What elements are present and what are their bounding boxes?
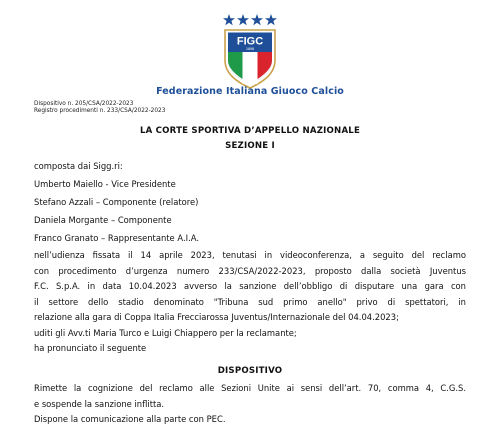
logo-year: 1898 [246, 46, 254, 51]
logo-stars [223, 14, 277, 25]
member-line: Stefano Azzali – Componente (relatore) [34, 197, 199, 207]
paragraph-line: ha pronunciato il seguente [34, 343, 147, 353]
paragraph-line: uditi gli Avv.ti Maria Turco e Luigi Chiappero per la reclamante; [34, 327, 297, 338]
federation-name: Federazione Italiana Giuoco Calcio [156, 86, 344, 97]
member-line: Daniela Morgante – Componente [34, 215, 172, 225]
paragraph-line: F.C. S.p.A. in data 10.04.2023 avverso la sanzione dell’obbligo di disputare una gara con [34, 281, 466, 291]
member-line: Franco Granato – Rappresentante A.I.A. [34, 233, 199, 243]
member-line: Umberto Maiello - Vice Presidente [34, 179, 176, 189]
hearing-paragraph [34, 248, 466, 357]
composition-intro: composta dai Sigg.ri: [34, 161, 123, 171]
dispositivo-number: Dispositivo n. 205/CSA/2022-2023 [34, 101, 134, 107]
registro-number: Registro procedimenti n. 233/CSA/2022-2023 [34, 108, 166, 114]
dispositivo-line: e sospende la sanzione inflitta. [34, 398, 165, 409]
paragraph-line: con procedimento d’urgenza numero 233/CSA/2022-2023, proposto dalla società Juventus [34, 265, 466, 276]
paragraph-line: relazione alla gara di Coppa Italia Frecciarossa Juventus/Internazionale del 04.04.2023; [34, 312, 399, 322]
dispositivo-line: Rimette la cognizione del reclamo alle Sezioni Unite ai sensi dell’art. 70, comma 4, C.G.S. [34, 383, 466, 393]
section-title: SEZIONE I [225, 141, 275, 151]
dispositivo-paragraph [34, 381, 466, 428]
court-composition [34, 157, 199, 247]
document-meta [34, 101, 165, 115]
court-title: LA CORTE SPORTIVA D’APPELLO NAZIONALE [139, 126, 361, 136]
dispositivo-title: DISPOSITIVO [217, 366, 283, 376]
paragraph-line: il settore dello stadio denominato "Tribuna sud primo anello" privo di spettatori, in [34, 296, 466, 307]
paragraph-line: nell’udienza fissata il 14 aprile 2023, tenutasi in videoconferenza, a seguito del reclamo [34, 250, 466, 260]
dispositivo-line: Dispone la comunicazione alla parte con PEC. [34, 414, 226, 424]
logo-text: FIGC [236, 35, 264, 48]
figc-logo [215, 8, 285, 90]
